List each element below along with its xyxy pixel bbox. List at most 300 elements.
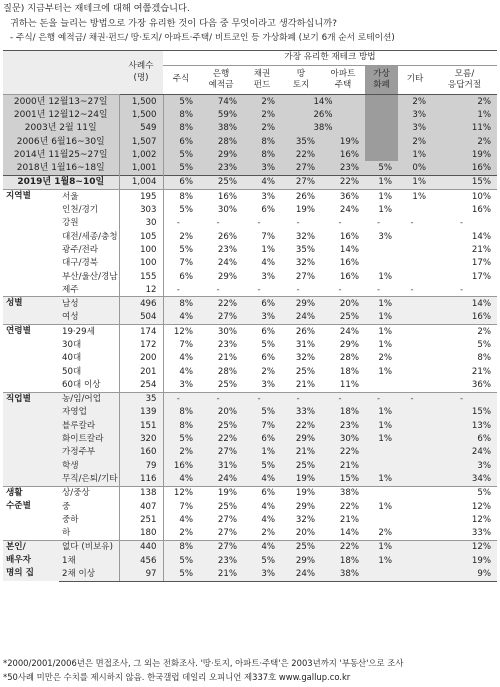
row-value [365, 459, 398, 472]
row-value: 12% [163, 486, 199, 500]
row-value: 4% [243, 540, 281, 554]
row-value: 25% [217, 420, 237, 431]
row-value: 26% [281, 325, 321, 339]
current-sample-size: 1,004 [119, 175, 163, 189]
group-label: 연령별 [3, 325, 59, 392]
row-value: 8% [477, 353, 491, 364]
row-value: 2% [163, 446, 199, 459]
row-value: 24% [339, 205, 359, 216]
group-label: 생활 수준별 [3, 486, 59, 540]
row-sample-size: 195 [119, 190, 163, 204]
trend-value: 3% [243, 161, 281, 175]
row-value: 16% [339, 231, 359, 242]
table-row [3, 500, 497, 513]
row-value [398, 257, 432, 270]
table-row [3, 527, 497, 541]
row-label: 없다 (비보유) [59, 540, 119, 554]
row-value [398, 419, 432, 432]
trend-period: 2001년 12월12~24일 [3, 108, 119, 121]
row-value: 20% [321, 297, 365, 311]
row-sample-size: 35 [119, 392, 163, 406]
row-value: 18% [339, 366, 359, 377]
row-sample-size: 160 [119, 446, 163, 459]
row-value: 18% [339, 555, 359, 566]
row-value: 33% [295, 407, 315, 418]
trend-row [3, 95, 497, 109]
row-value: 10% [432, 190, 497, 204]
row-value: 4% [261, 501, 275, 512]
row-value: 8% [163, 419, 199, 432]
trend-sample-size: 549 [119, 122, 163, 135]
trend-value: 2% [432, 95, 497, 109]
trend-value: 5% [163, 148, 199, 161]
row-value: 16% [199, 190, 243, 204]
row-value: 19% [199, 486, 243, 500]
table-row [3, 432, 497, 445]
row-label: 무직/은퇴/기타 [62, 473, 118, 484]
row-value: 5% [261, 460, 275, 471]
row-sample-size: 200 [119, 352, 163, 365]
trend-value: 8% [163, 108, 199, 121]
row-value: 30% [199, 325, 243, 339]
row-value: 14% [471, 231, 491, 242]
row-sample-size: 174 [119, 325, 163, 339]
row-value: 27% [217, 514, 237, 525]
row-value: 5% [163, 432, 199, 445]
row-value: 31% [295, 339, 315, 350]
row-value: 2% [378, 528, 392, 539]
row-value [365, 446, 398, 459]
current-period: 2019년 1월8~10일 [3, 175, 119, 189]
row-value: - [398, 392, 432, 406]
header-sample-size: 사례수 (명) [119, 51, 163, 95]
row-value: - [365, 392, 398, 406]
header-row-top [3, 51, 497, 66]
row-value: 5% [163, 554, 199, 567]
trend-value: 8% [163, 122, 199, 135]
row-value: 21% [339, 460, 359, 471]
row-value: - [163, 283, 199, 297]
trend-value: 22% [281, 148, 321, 161]
row-value [398, 513, 432, 526]
row-label: 40대 [62, 353, 82, 364]
row-value: 2% [163, 230, 199, 243]
row-value: 3% [477, 460, 491, 471]
header-corner [3, 51, 119, 95]
row-value [365, 257, 398, 270]
table-row [3, 338, 497, 351]
row-value: 20% [295, 528, 315, 539]
row-label: 제주 [62, 284, 79, 295]
row-value: - [376, 284, 381, 295]
row-value: 7% [163, 338, 199, 351]
row-value: 2% [378, 353, 392, 364]
row-value: 23% [339, 420, 359, 431]
current-row [3, 175, 497, 189]
row-sample-size: 201 [119, 365, 163, 378]
row-label: 30대 [62, 339, 82, 350]
row-value: 30% [217, 205, 237, 216]
row-value: 14% [432, 297, 497, 311]
row-value: 22% [217, 434, 237, 445]
row-value: - [216, 284, 220, 295]
footnotes [3, 656, 498, 684]
row-value: 7% [261, 420, 275, 431]
row-value: 16% [339, 271, 359, 282]
trend-value: 3% [398, 108, 432, 121]
row-value: - [432, 392, 497, 406]
row-sample-size: 97 [119, 567, 163, 581]
row-sample-size: 138 [119, 486, 163, 500]
row-value: 27% [217, 312, 237, 323]
trend-value: 5% [163, 161, 199, 175]
row-value [398, 446, 432, 459]
row-value: 18% [339, 407, 359, 418]
row-value: 19% [295, 473, 315, 484]
row-value: - [257, 218, 261, 229]
row-value [398, 297, 432, 311]
row-label: 광주/전라 [62, 244, 99, 255]
row-value: 22% [339, 501, 359, 512]
row-value: 22% [321, 540, 365, 554]
row-value: 1% [378, 555, 392, 566]
trend-value-crypto-na [365, 108, 398, 121]
footnote-1: *2000/2001/2006년은 면접조사, 그 외는 전화조사. '땅·토지, 아파트·주택'은 2003년까지 '부동산'으로 조사 [3, 658, 404, 668]
header-col-0: 주식 [163, 66, 199, 95]
row-value: 34% [471, 473, 491, 484]
trend-value: 6% [163, 135, 199, 148]
trend-value: 38% [199, 122, 243, 135]
table-row [3, 257, 497, 270]
row-value [365, 243, 398, 256]
trend-sample-size: 1,500 [119, 95, 163, 109]
trend-value: 29% [199, 148, 243, 161]
row-value: 3% [243, 567, 281, 581]
row-value: 4% [261, 514, 275, 525]
row-value: 23% [217, 244, 237, 255]
question-line-1: 질문) 지금부터는 재테크에 대해 여쭙겠습니다. [3, 3, 190, 14]
row-value: 21% [295, 379, 315, 390]
table-row [3, 446, 497, 459]
row-value: 20% [217, 407, 237, 418]
row-value: 1% [378, 407, 392, 418]
header-method-group: 가장 유리한 재테크 방법 [163, 51, 497, 66]
row-value [398, 554, 432, 567]
current-value: 1% [398, 175, 432, 189]
row-value [398, 365, 432, 378]
trend-period: 2018년 1월16~18일 [3, 161, 119, 175]
table-row [3, 365, 497, 378]
row-value [398, 203, 432, 216]
table-row [3, 554, 497, 567]
row-label: 서울 [59, 190, 119, 204]
table-row [3, 406, 497, 419]
row-value: 25% [339, 312, 359, 323]
header-col-3: 땅 토지 [281, 66, 321, 95]
row-value: 4% [261, 258, 275, 269]
row-value: 22% [295, 420, 315, 431]
table-row [3, 311, 497, 325]
table-row [3, 352, 497, 365]
trend-period: 2006년 6월16~30일 [3, 135, 119, 148]
row-value: 36% [321, 190, 365, 204]
trend-value: 2% [243, 122, 281, 135]
row-value [398, 352, 432, 365]
row-label: 대전/세종/충청 [62, 231, 118, 242]
row-value: 3% [261, 379, 275, 390]
row-value [398, 459, 432, 472]
current-value: 22% [321, 175, 365, 189]
table-row [3, 283, 497, 297]
table-row [3, 486, 497, 500]
row-value: - [459, 284, 464, 295]
row-value: 25% [281, 540, 321, 554]
row-label: 남성 [59, 297, 119, 311]
row-sample-size: 407 [119, 500, 163, 513]
row-value: 14% [339, 528, 359, 539]
row-value: 24% [281, 567, 321, 581]
row-value: 15% [471, 407, 491, 418]
row-value: - [410, 218, 414, 229]
row-label: 중 [62, 501, 71, 512]
question-block [3, 2, 498, 46]
row-value: 24% [217, 473, 237, 484]
row-label: 가정주부 [62, 447, 96, 458]
row-value [365, 567, 398, 581]
row-sample-size: 105 [119, 230, 163, 243]
row-sample-size: 496 [119, 297, 163, 311]
row-value: 1% [378, 366, 392, 377]
row-value: 6% [261, 353, 275, 364]
row-value: 21% [199, 567, 243, 581]
row-value: 15% [339, 473, 359, 484]
row-sample-size: 180 [119, 527, 163, 541]
row-value: - [338, 218, 342, 229]
trend-value: 2% [398, 95, 432, 109]
trend-value: 19% [432, 148, 497, 161]
row-value: 4% [163, 311, 199, 325]
footnote-2: *50사례 미만은 수치를 제시하지 않음. 한국갤럽 데일리 오피니언 제337호 www.gallup.co.kr [3, 672, 351, 682]
row-value: 17% [471, 258, 491, 269]
trend-value: 2% [398, 135, 432, 148]
row-value [398, 338, 432, 351]
current-value: 4% [243, 175, 281, 189]
row-value: 4% [163, 513, 199, 526]
row-value [398, 311, 432, 325]
row-value: 24% [321, 325, 365, 339]
trend-value: 11% [432, 122, 497, 135]
trend-value: 74% [199, 95, 243, 109]
row-value: 25% [217, 501, 237, 512]
table-body [3, 95, 497, 582]
row-value: 1% [365, 540, 398, 554]
row-value: 1% [378, 473, 392, 484]
row-value: 4% [261, 473, 275, 484]
row-label: 농/임/어업 [59, 392, 119, 406]
row-value: 16% [471, 205, 491, 216]
row-sample-size: 100 [119, 243, 163, 256]
trend-value-real-estate: 26% [281, 108, 365, 121]
row-value: 11% [339, 379, 359, 390]
trend-value: 5% [163, 95, 199, 109]
row-value: - [163, 392, 199, 406]
row-value: 2% [261, 366, 275, 377]
trend-value-real-estate: 14% [281, 95, 365, 109]
trend-value: 1% [398, 148, 432, 161]
table-row [3, 270, 497, 283]
trend-row [3, 108, 497, 121]
row-value: 4% [163, 352, 199, 365]
row-value: 6% [163, 270, 199, 283]
row-value: 8% [163, 297, 199, 311]
row-label: 중하 [62, 514, 79, 525]
row-label: 60대 이상 [62, 379, 101, 390]
row-value: 12% [432, 540, 497, 554]
header-col-1: 은행 예적금 [199, 66, 243, 95]
row-value: 1% [365, 297, 398, 311]
trend-value-crypto-na [365, 95, 398, 109]
row-value: - [199, 392, 243, 406]
trend-value: 19% [321, 135, 365, 148]
row-sample-size: 79 [119, 459, 163, 472]
row-label: 블루칼라 [62, 420, 96, 431]
row-value: 2% [261, 528, 275, 539]
row-value: 5% [261, 339, 275, 350]
header-col-5: 가상 화폐 [365, 66, 398, 95]
row-value [398, 472, 432, 486]
row-value: 27% [217, 528, 237, 539]
row-value: 26% [281, 190, 321, 204]
row-value: 21% [295, 447, 315, 458]
row-sample-size: 251 [119, 513, 163, 526]
current-value: 27% [281, 175, 321, 189]
row-value: 1% [378, 501, 392, 512]
trend-value: 0% [398, 161, 432, 175]
row-value: 3% [261, 312, 275, 323]
row-value: 33% [471, 528, 491, 539]
table-row [3, 325, 497, 339]
row-label: 대구/경북 [62, 258, 99, 269]
table-row [3, 540, 497, 554]
row-sample-size: 151 [119, 419, 163, 432]
row-label: 인천/경기 [62, 205, 99, 216]
row-value: 29% [217, 271, 237, 282]
row-value: 30% [339, 434, 359, 445]
table-row [3, 297, 497, 311]
row-value: 21% [217, 353, 237, 364]
row-value: 12% [163, 325, 199, 339]
row-sample-size: 155 [119, 270, 163, 283]
row-value: 27% [217, 447, 237, 458]
row-value: 6% [261, 434, 275, 445]
current-value: 25% [199, 175, 243, 189]
row-label: 부산/울산/경남 [62, 271, 118, 282]
table-row [3, 513, 497, 526]
row-value: 27% [199, 540, 243, 554]
group-label: 본인/ 배우자 명의 집 [3, 540, 59, 581]
row-value: 21% [471, 366, 491, 377]
row-sample-size: 139 [119, 406, 163, 419]
row-value: 28% [217, 366, 237, 377]
row-value: 12% [471, 514, 491, 525]
row-value: 3% [378, 231, 392, 242]
row-sample-size: 504 [119, 311, 163, 325]
row-value [398, 270, 432, 283]
table-row [3, 217, 497, 230]
row-value: 13% [471, 420, 491, 431]
trend-period: 2000년 12월13~27일 [3, 95, 119, 109]
row-value: 1% [261, 447, 275, 458]
trend-value: 16% [321, 148, 365, 161]
row-value: 1% [378, 434, 392, 445]
table-row [3, 392, 497, 406]
row-value: 6% [243, 297, 281, 311]
row-value: 4% [163, 365, 199, 378]
row-label: 상/중상 [59, 486, 119, 500]
trend-value: 35% [281, 135, 321, 148]
row-value [398, 486, 432, 500]
row-value: 16% [471, 312, 491, 323]
row-value: 21% [339, 514, 359, 525]
row-value: 5% [163, 243, 199, 256]
current-value: 6% [163, 175, 199, 189]
trend-sample-size: 1,002 [119, 148, 163, 161]
row-value: 1% [378, 420, 392, 431]
row-value: 23% [217, 339, 237, 350]
row-sample-size: 116 [119, 472, 163, 486]
row-value: 32% [295, 353, 315, 364]
row-value: 8% [163, 406, 199, 419]
row-value: - [257, 284, 261, 295]
row-value: 5% [163, 203, 199, 216]
row-value: - [163, 217, 199, 230]
row-value [398, 325, 432, 339]
row-value: 27% [295, 271, 315, 282]
row-value: 3% [261, 271, 275, 282]
row-value: 24% [471, 447, 491, 458]
row-value: - [459, 218, 464, 229]
question-line-2: 귀하는 돈을 늘리는 방법으로 가장 유리한 것이 다음 중 무엇이라고 생각하십니까? [10, 17, 337, 29]
trend-row [3, 135, 497, 148]
table-row [3, 459, 497, 472]
row-value: 29% [295, 555, 315, 566]
row-value [398, 230, 432, 243]
row-value [398, 243, 432, 256]
row-label: 강원 [62, 218, 79, 229]
row-value: 29% [339, 339, 359, 350]
table-row [3, 378, 497, 392]
row-value: 19% [281, 486, 321, 500]
row-sample-size: 100 [119, 257, 163, 270]
header-col-7: 모름/ 응답거절 [432, 66, 497, 95]
group-label: 성별 [3, 297, 59, 325]
row-value: 32% [295, 231, 315, 242]
row-value: 2% [432, 325, 497, 339]
trend-value: 59% [199, 108, 243, 121]
row-value: - [410, 284, 414, 295]
trend-value: 3% [398, 122, 432, 135]
row-value: 4% [163, 472, 199, 486]
row-value: 9% [432, 567, 497, 581]
trend-value: 8% [243, 135, 281, 148]
row-sample-size: 254 [119, 378, 163, 392]
row-value: 35% [295, 244, 315, 255]
group-label: 지역별 [3, 190, 59, 297]
row-value: 1% [365, 190, 398, 204]
row-label: 여성 [62, 312, 79, 323]
row-label: 자영업 [62, 407, 87, 418]
header-col-4: 아파트 주택 [321, 66, 365, 95]
